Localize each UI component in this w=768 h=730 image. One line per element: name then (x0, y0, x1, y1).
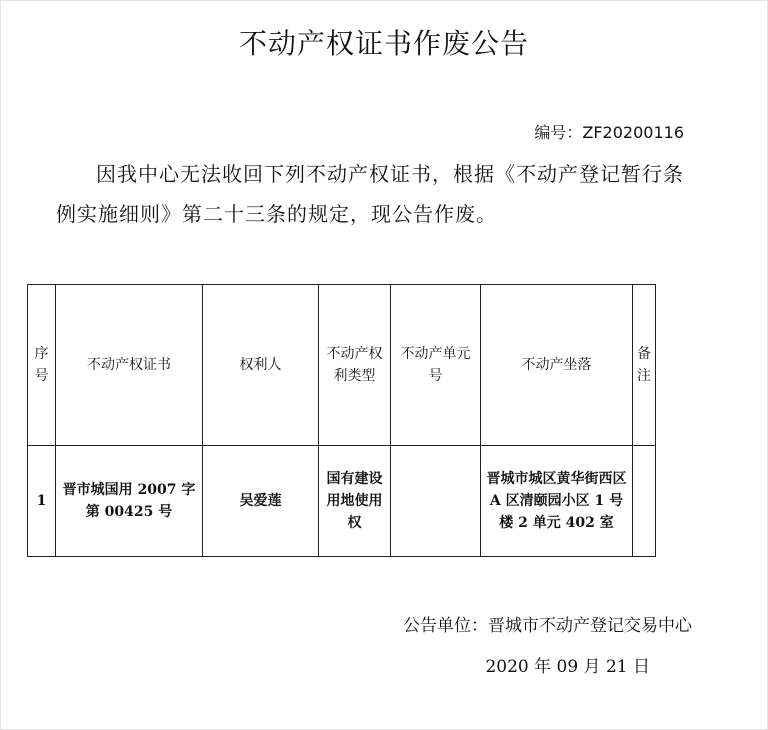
header-remarks: 备注 (633, 285, 656, 446)
document-number: 编号：ZF20200116 (534, 123, 684, 142)
header-certificate: 不动产权证书 (56, 285, 203, 446)
cell-remarks (633, 446, 656, 557)
issuing-unit: 公告单位：晋城市不动产登记交易中心 (403, 616, 692, 636)
table-header-row (28, 285, 656, 446)
cell-right-holder: 吴爱莲 (203, 446, 319, 557)
header-right-holder: 权利人 (203, 285, 319, 446)
cell-location: 晋城市城区黄华街西区 A 区清颐园小区 1 号楼 2 单元 402 室 (481, 446, 633, 557)
header-unit-number: 不动产单元号 (391, 285, 481, 446)
notice-body: 因我中心无法收回下列不动产权证书，根据《不动产登记暂行条例实施细则》第二十三条的规定，现公告作废。 (56, 162, 684, 226)
cell-right-type: 国有建设用地使用权 (319, 446, 391, 557)
header-right-type: 不动产权利类型 (319, 285, 391, 446)
header-location: 不动产坐落 (481, 285, 633, 446)
header-serial: 序号 (28, 285, 56, 446)
cancelled-certificates-table (27, 284, 656, 557)
notice-date: 2020 年 09 月 21 日 (485, 657, 650, 677)
cell-serial: 1 (28, 446, 56, 557)
cell-certificate: 晋市城国用 2007 字第 00425 号 (56, 446, 203, 557)
table-row (28, 446, 656, 557)
cell-unit-number (391, 446, 481, 557)
page-title: 不动产权证书作废公告 (238, 27, 529, 60)
